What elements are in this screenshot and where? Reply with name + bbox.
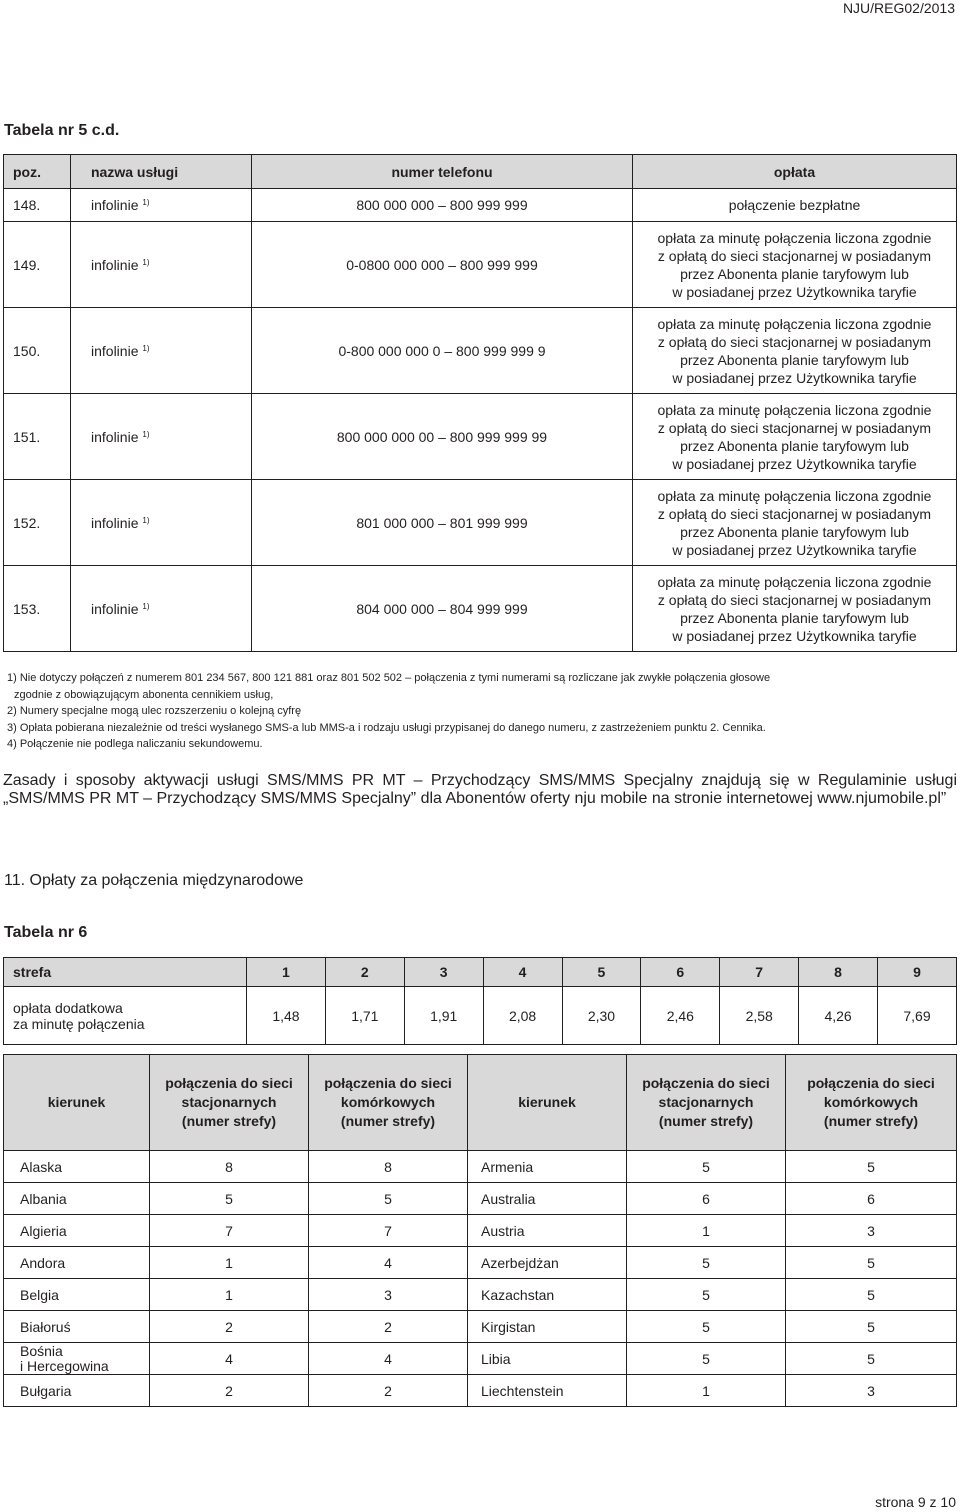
row-number: 0-800 000 000 0 – 800 999 999 9: [252, 308, 633, 394]
country-cell: Albania: [4, 1183, 150, 1215]
country-cell: Azerbejdżan: [468, 1247, 627, 1279]
zone-cell: 9: [878, 958, 957, 987]
mobile-zone-cell: 5: [786, 1279, 957, 1311]
zones-row: [4, 958, 957, 987]
fixed-zone-cell: 1: [150, 1247, 309, 1279]
table-row: [4, 1183, 957, 1215]
mobile-zone-cell: 7: [309, 1215, 468, 1247]
table6-title: Tabela nr 6: [4, 924, 88, 941]
zone-label: strefa: [4, 958, 247, 987]
col-poz: poz.: [4, 155, 71, 189]
row-poz: 151.: [4, 394, 71, 480]
zone-cell: 6: [641, 958, 720, 987]
country-cell: Alaska: [4, 1151, 150, 1183]
fixed-zone-cell: 5: [150, 1183, 309, 1215]
country-cell: Liechtenstein: [468, 1375, 627, 1407]
fee-cell: 2,58: [720, 987, 799, 1045]
table-row: [4, 1151, 957, 1183]
footnote-3: 3) Opłata pobierana niezależnie od treści wysłanego SMS-a lub MMS-a i rodzaju usługi przypisanej do danego numeru, z zastrzeżeniem punktu 2. Cennika.: [7, 721, 766, 734]
fixed-zone-cell: 8: [150, 1151, 309, 1183]
table6: [3, 957, 957, 1045]
table-row: [4, 566, 957, 652]
fixed-zone-cell: 2: [150, 1311, 309, 1343]
zone-cell: 1: [247, 958, 326, 987]
fee-cell: 7,69: [878, 987, 957, 1045]
row-number: 800 000 000 00 – 800 999 999 99: [252, 394, 633, 480]
mobile-zone-cell: 2: [309, 1311, 468, 1343]
table5-header: [4, 155, 957, 189]
mobile-zone-cell: 5: [786, 1311, 957, 1343]
country-cell: Andora: [4, 1247, 150, 1279]
fixed-zone-cell: 1: [627, 1215, 786, 1247]
row-fee: opłata za minutę połączenia liczona zgodnie z opłatą do sieci stacjonarnej w posiadanym przez Abonenta planie taryfowym lub w posiadanej przez Użytkownika taryfie: [633, 394, 957, 480]
fixed-zone-cell: 7: [150, 1215, 309, 1247]
fixed-zone-cell: 6: [627, 1183, 786, 1215]
mobile-zone-cell: 2: [309, 1375, 468, 1407]
mobile-zone-cell: 3: [309, 1279, 468, 1311]
mobile-zone-cell: 5: [309, 1183, 468, 1215]
col-kierunek-2: kierunek: [468, 1055, 627, 1151]
fee-label: opłata dodatkowa za minutę połączenia: [4, 987, 247, 1045]
fixed-zone-cell: 1: [627, 1375, 786, 1407]
row-number: 801 000 000 – 801 999 999: [252, 480, 633, 566]
fixed-zone-cell: 2: [150, 1375, 309, 1407]
row-poz: 152.: [4, 480, 71, 566]
col-number: numer telefonu: [252, 155, 633, 189]
fixed-zone-cell: 5: [627, 1247, 786, 1279]
mobile-zone-cell: 4: [309, 1343, 468, 1375]
mobile-zone-cell: 3: [786, 1375, 957, 1407]
zone-cell: 3: [404, 958, 483, 987]
country-cell: Bułgaria: [4, 1375, 150, 1407]
fixed-zone-cell: 5: [627, 1311, 786, 1343]
row-name: infolinie $^{1)}$: [71, 189, 252, 222]
fee-cell: 1,48: [247, 987, 326, 1045]
mobile-zone-cell: 4: [309, 1247, 468, 1279]
zone-cell: 7: [720, 958, 799, 987]
country-cell: Kirgistan: [468, 1311, 627, 1343]
zone-cell: 8: [799, 958, 878, 987]
row-number: 804 000 000 – 804 999 999: [252, 566, 633, 652]
table-row: [4, 1215, 957, 1247]
fixed-zone-cell: 5: [627, 1343, 786, 1375]
table-row: [4, 222, 957, 308]
page-number: strona 9 z 10: [875, 1494, 956, 1510]
fixed-zone-cell: 1: [150, 1279, 309, 1311]
footnotes: [7, 670, 957, 753]
col-mobile-2: połączenia do sieci komórkowych (numer strefy): [786, 1055, 957, 1151]
zone-cell: 5: [562, 958, 641, 987]
col-name: nazwa usługi: [71, 155, 252, 189]
mobile-zone-cell: 5: [786, 1343, 957, 1375]
row-poz: 153.: [4, 566, 71, 652]
fee-cell: 1,91: [404, 987, 483, 1045]
mobile-zone-cell: 8: [309, 1151, 468, 1183]
country-cell: Algieria: [4, 1215, 150, 1247]
row-name: infolinie $^{1)}$: [71, 480, 252, 566]
fixed-zone-cell: 5: [627, 1279, 786, 1311]
row-name: infolinie $^{1)}$: [71, 394, 252, 480]
country-cell: Białoruś: [4, 1311, 150, 1343]
table7-header: [4, 1055, 957, 1151]
col-fixed: połączenia do sieci stacjonarnych (numer strefy): [150, 1055, 309, 1151]
row-fee: opłata za minutę połączenia liczona zgodnie z opłatą do sieci stacjonarnej w posiadanym przez Abonenta planie taryfowym lub w posiadanej przez Użytkownika taryfie: [633, 222, 957, 308]
row-poz: 149.: [4, 222, 71, 308]
row-name: infolinie $^{1)}$: [71, 566, 252, 652]
mobile-zone-cell: 6: [786, 1183, 957, 1215]
country-cell: Kazachstan: [468, 1279, 627, 1311]
row-number: 0-0800 000 000 – 800 999 999: [252, 222, 633, 308]
table-row: [4, 394, 957, 480]
row-fee: opłata za minutę połączenia liczona zgodnie z opłatą do sieci stacjonarnej w posiadanym przez Abonenta planie taryfowym lub w posiadanej przez Użytkownika taryfie: [633, 566, 957, 652]
row-name: infolinie $^{1)}$: [71, 308, 252, 394]
footnote-4: 4) Połączenie nie podlega naliczaniu sekundowemu.: [7, 738, 263, 750]
col-kierunek: kierunek: [4, 1055, 150, 1151]
country-cell: Bośnia i Hercegowina: [4, 1343, 150, 1375]
fixed-zone-cell: 5: [627, 1151, 786, 1183]
fee-cell: 2,46: [641, 987, 720, 1045]
table-row: [4, 1375, 957, 1407]
fee-cell: 1,71: [325, 987, 404, 1045]
row-fee: połączenie bezpłatne: [633, 189, 957, 222]
footnote-1: 1) Nie dotyczy połączeń z numerem 801 234 567, 800 121 881 oraz 801 502 502 – połączenia z tymi numerami są rozliczane jak zwykłe połączenia głosowe: [7, 672, 771, 684]
section-title: 11. Opłaty za połączenia międzynarodowe: [4, 872, 304, 889]
table-row: [4, 1279, 957, 1311]
mobile-zone-cell: 5: [786, 1247, 957, 1279]
table-row: [4, 480, 957, 566]
activation-rules-paragraph: Zasady i sposoby aktywacji usługi SMS/MMS PR MT – Przychodzący SMS/MMS Specjalny znajdują się w Regulaminie usługi „SMS/MMS PR MT – Przychodzący SMS/MMS Specjalny” dla Abonentów oferty nju mobile na stronie internetowej www.njumobile.pl”: [3, 772, 957, 807]
footnote-1-continued: zgodnie z obowiązującym abonenta cennikiem usług,: [14, 688, 274, 701]
col-fixed-2: połączenia do sieci stacjonarnych (numer strefy): [627, 1055, 786, 1151]
country-cell: Armenia: [468, 1151, 627, 1183]
country-cell: Australia: [468, 1183, 627, 1215]
fixed-zone-cell: 4: [150, 1343, 309, 1375]
table5-title: Tabela nr 5 c.d.: [4, 122, 120, 139]
table-row: [4, 1247, 957, 1279]
table5: [3, 154, 957, 652]
row-poz: 150.: [4, 308, 71, 394]
row-fee: opłata za minutę połączenia liczona zgodnie z opłatą do sieci stacjonarnej w posiadanym przez Abonenta planie taryfowym lub w posiadanej przez Użytkownika taryfie: [633, 480, 957, 566]
fees-row: [4, 987, 957, 1045]
table7-directions: [3, 1054, 957, 1407]
col-mobile: połączenia do sieci komórkowych (numer strefy): [309, 1055, 468, 1151]
table-row: [4, 1343, 957, 1375]
row-poz: 148.: [4, 189, 71, 222]
mobile-zone-cell: 5: [786, 1151, 957, 1183]
footnote-2: 2) Numery specjalne mogą ulec rozszerzeniu o kolejną cyfrę: [7, 705, 302, 717]
zone-cell: 2: [325, 958, 404, 987]
row-name: infolinie $^{1)}$: [71, 222, 252, 308]
country-cell: Libia: [468, 1343, 627, 1375]
row-number: 800 000 000 – 800 999 999: [252, 189, 633, 222]
table-row: [4, 189, 957, 222]
fee-cell: 2,30: [562, 987, 641, 1045]
zone-cell: 4: [483, 958, 562, 987]
document-code: NJU/REG02/2013: [842, 0, 955, 16]
table-row: [4, 1311, 957, 1343]
fee-cell: 2,08: [483, 987, 562, 1045]
mobile-zone-cell: 3: [786, 1215, 957, 1247]
country-cell: Belgia: [4, 1279, 150, 1311]
col-fee: opłata: [633, 155, 957, 189]
table-row: [4, 308, 957, 394]
fee-cell: 4,26: [799, 987, 878, 1045]
country-cell: Austria: [468, 1215, 627, 1247]
row-fee: opłata za minutę połączenia liczona zgodnie z opłatą do sieci stacjonarnej w posiadanym przez Abonenta planie taryfowym lub w posiadanej przez Użytkownika taryfie: [633, 308, 957, 394]
